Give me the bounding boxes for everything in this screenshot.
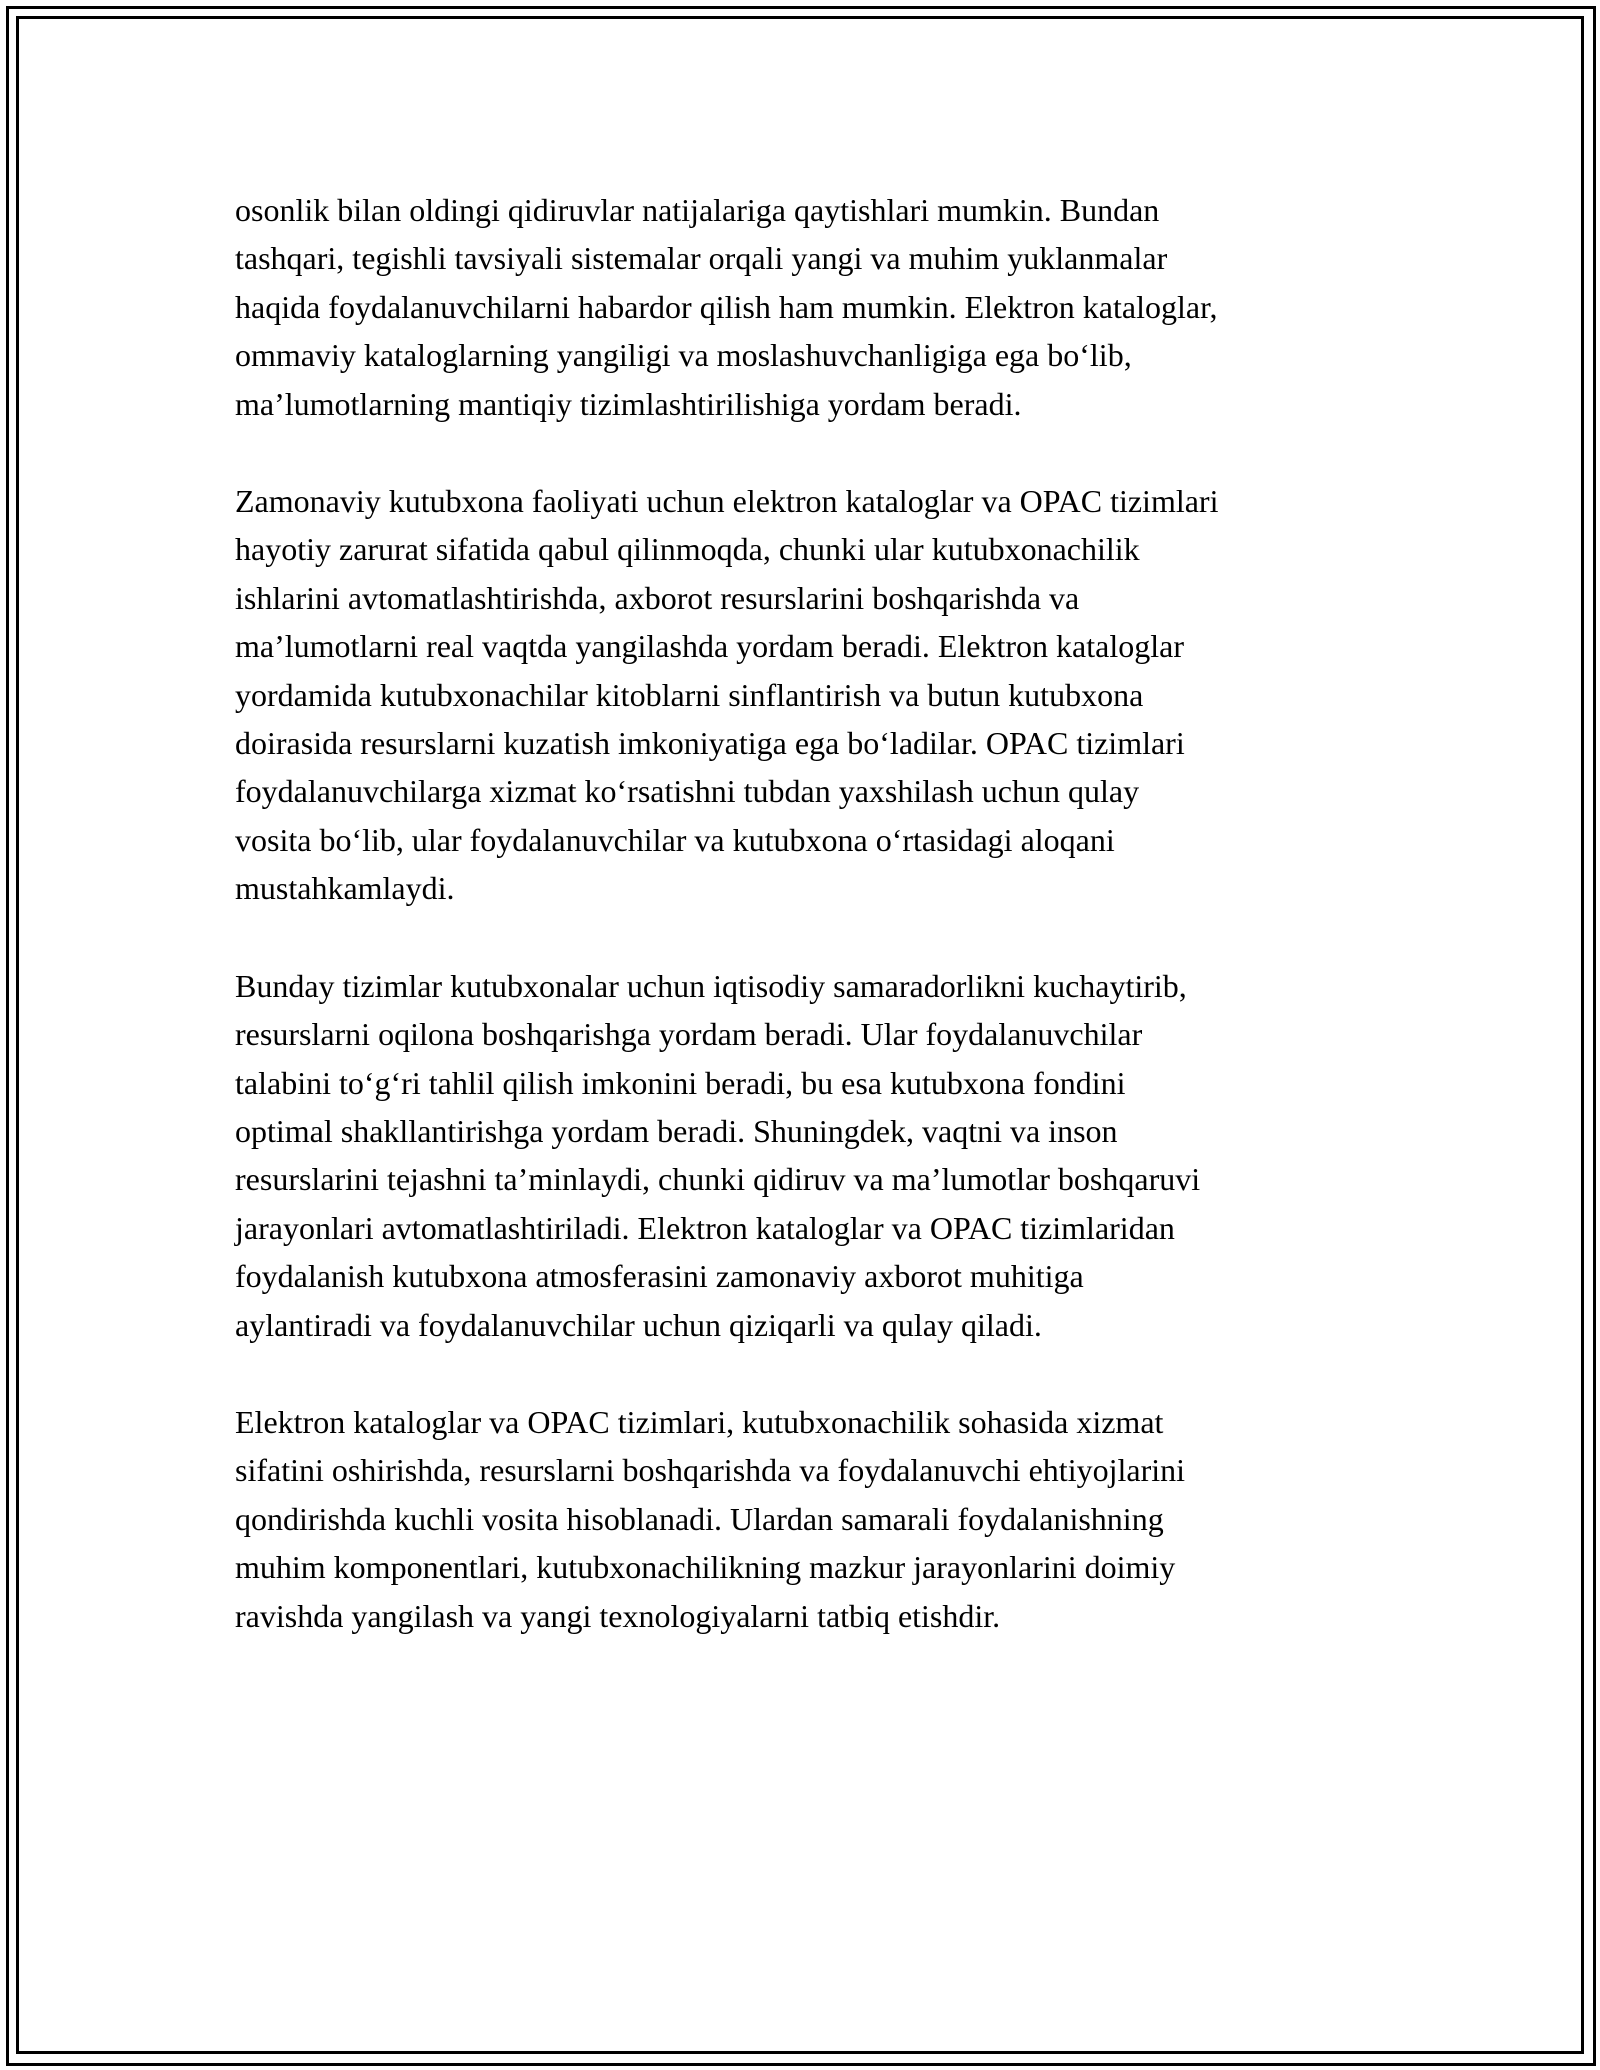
text-line: ommaviy kataloglarning yangiligi va moslashuvchanligiga ega bo‘lib,	[235, 337, 1132, 374]
text-line: muhim komponentlari, kutubxonachilikning mazkur jarayonlarini doimiy	[235, 1549, 1176, 1586]
text-line: resurslarini tejashni ta’minlaydi, chunki qidiruv va ma’lumotlar boshqaruvi	[235, 1161, 1201, 1198]
text-line: osonlik bilan oldingi qidiruvlar natijalariga qaytishlari mumkin. Bundan	[235, 192, 1160, 228]
text-line: ravishda yangilash va yangi texnologiyalarni tatbiq etishdir.	[235, 1597, 1001, 1634]
text-line: ma’lumotlarning mantiqiy tizimlashtirilishiga yordam beradi.	[235, 385, 1022, 422]
text-line: haqida foydalanuvchilarni habardor qilish ham mumkin. Elektron kataloglar,	[235, 288, 1218, 325]
paragraph-1	[235, 186, 1375, 428]
text-line: yordamida kutubxonachilar kitoblarni sinflantirish va butun kutubxona	[235, 676, 1144, 713]
text-line: foydalanish kutubxona atmosferasini zamonaviy axborot muhitiga	[235, 1258, 1084, 1295]
text-line: Bunday tizimlar kutubxonalar uchun iqtisodiy samaradorlikni kuchaytirib,	[235, 967, 1187, 1004]
text-line: resurslarni oqilona boshqarishga yordam beradi. Ular foydalanuvchilar	[235, 1016, 1143, 1053]
document-body	[235, 186, 1375, 1689]
text-line: aylantiradi va foydalanuvchilar uchun qiziqarli va qulay qiladi.	[235, 1306, 1042, 1343]
paragraph-3	[235, 962, 1375, 1349]
text-line: ma’lumotlarni real vaqtda yangilashda yordam beradi. Elektron kataloglar	[235, 628, 1184, 665]
text-line: ishlarini avtomatlashtirishda, axborot resurslarini boshqarishda va	[235, 579, 1080, 616]
text-line: optimal shakllantirishga yordam beradi. Shuningdek, vaqtni va inson	[235, 1112, 1118, 1149]
text-line: mustahkamlaydi.	[235, 870, 455, 907]
text-line: Zamonaviy kutubxona faoliyati uchun elektron kataloglar va OPAC tizimlari	[235, 483, 1219, 520]
text-line: vosita bo‘lib, ular foydalanuvchilar va kutubxona o‘rtasidagi aloqani	[235, 821, 1115, 858]
text-line: jarayonlari avtomatlashtiriladi. Elektron kataloglar va OPAC tizimlaridan	[235, 1209, 1175, 1246]
text-line: qondirishda kuchli vosita hisoblanadi. Ulardan samarali foydalanishning	[235, 1500, 1164, 1537]
text-line: hayotiy zarurat sifatida qabul qilinmoqda, chunki ular kutubxonachilik	[235, 531, 1140, 568]
paragraph-4	[235, 1398, 1375, 1640]
text-line: sifatini oshirishda, resurslarni boshqarishda va foydalanuvchi ehtiyojlarini	[235, 1452, 1185, 1489]
text-line: doirasida resurslarni kuzatish imkoniyatiga ega bo‘ladilar. OPAC tizimlari	[235, 725, 1185, 762]
text-line: talabini to‘g‘ri tahlil qilish imkonini beradi, bu esa kutubxona fondini	[235, 1064, 1126, 1101]
text-line: Elektron kataloglar va OPAC tizimlari, kutubxonachilik sohasida xizmat	[235, 1403, 1164, 1440]
text-line: tashqari, tegishli tavsiyali sistemalar orqali yangi va muhim yuklanmalar	[235, 240, 1168, 277]
text-line: foydalanuvchilarga xizmat ko‘rsatishni tubdan yaxshilash uchun qulay	[235, 773, 1140, 810]
paragraph-2	[235, 477, 1375, 913]
